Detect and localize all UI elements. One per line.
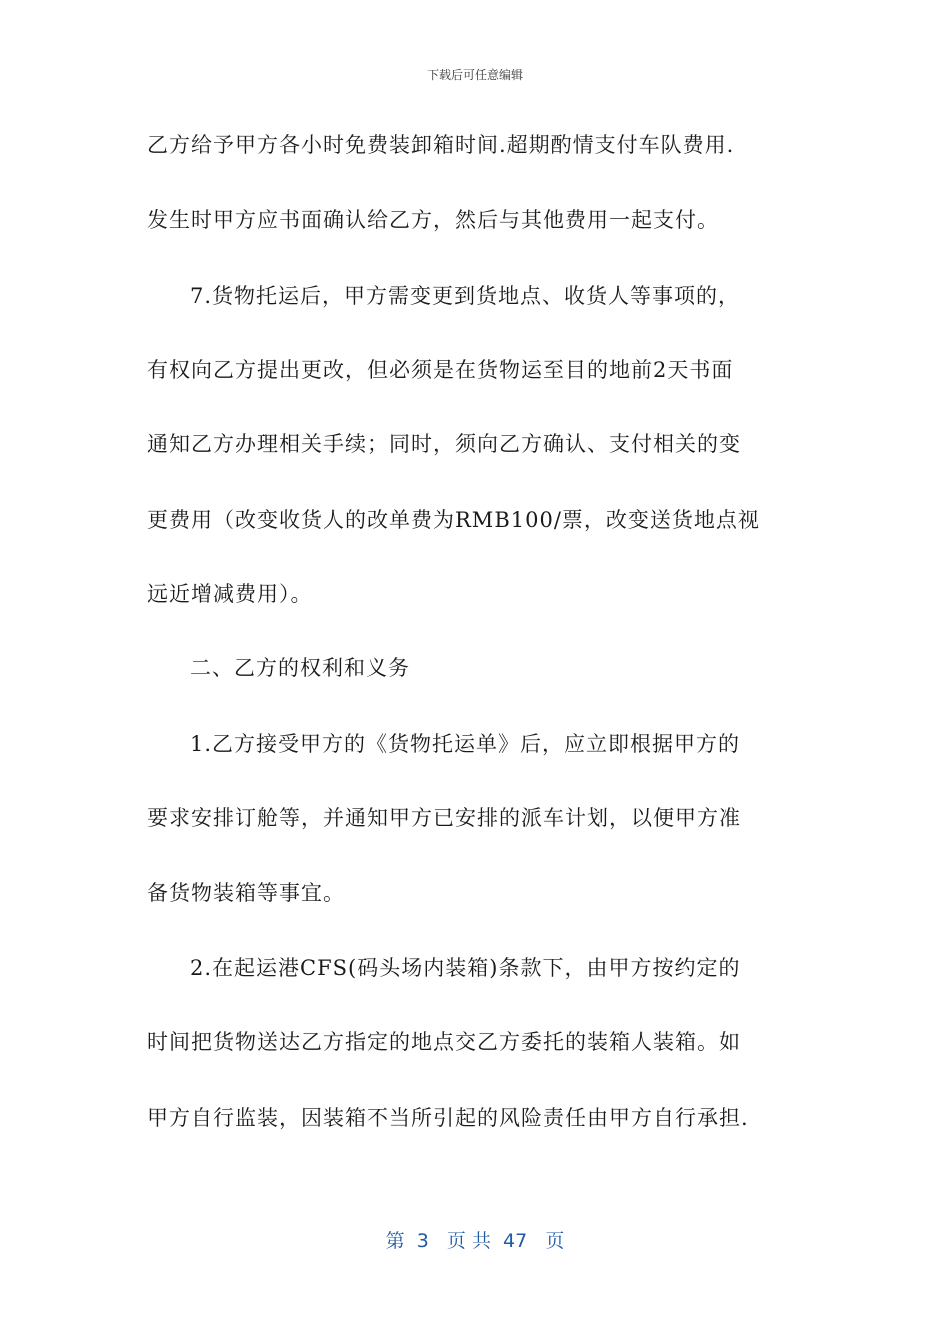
text-line: 发生时甲方应书面确认给乙方，然后与其他费用一起支付。: [147, 208, 719, 232]
text-line: 时间把货物送达乙方指定的地点交乙方委托的装箱人装箱。如: [147, 1030, 741, 1054]
text-line: 要求安排订舱等，并通知甲方已安排的派车计划，以便甲方准: [147, 806, 741, 830]
text-line: 2.在起运港CFS(码头场内装箱)条款下，由甲方按约定的: [190, 956, 741, 980]
text-line: 远近增减费用）。: [147, 582, 313, 606]
text-line: 备货物装箱等事宜。: [147, 881, 345, 905]
section-heading: 二、乙方的权利和义务: [190, 656, 410, 680]
text-line: 乙方给予甲方各小时免费装卸箱时间.超期酌情支付车队费用.: [147, 133, 735, 157]
text-line: 7.货物托运后，甲方需变更到货地点、收货人等事项的，: [190, 284, 741, 308]
text-line: 有权向乙方提出更改，但必须是在货物运至目的地前2天书面: [147, 358, 734, 382]
text-line: 更费用（改变收货人的改单费为RMB100/票，改变送货地点视: [147, 508, 760, 532]
text-line: 通知乙方办理相关手续；同时，须向乙方确认、支付相关的变: [147, 432, 741, 456]
page-footer: 第 3 页 共 47 页: [385, 1230, 565, 1252]
text-line: 1.乙方接受甲方的《货物托运单》后，应立即根据甲方的: [190, 732, 741, 756]
page-header: 下载后可任意编辑: [426, 68, 523, 82]
text-line: 甲方自行监装，因装箱不当所引起的风险责任由甲方自行承担.: [147, 1106, 749, 1130]
